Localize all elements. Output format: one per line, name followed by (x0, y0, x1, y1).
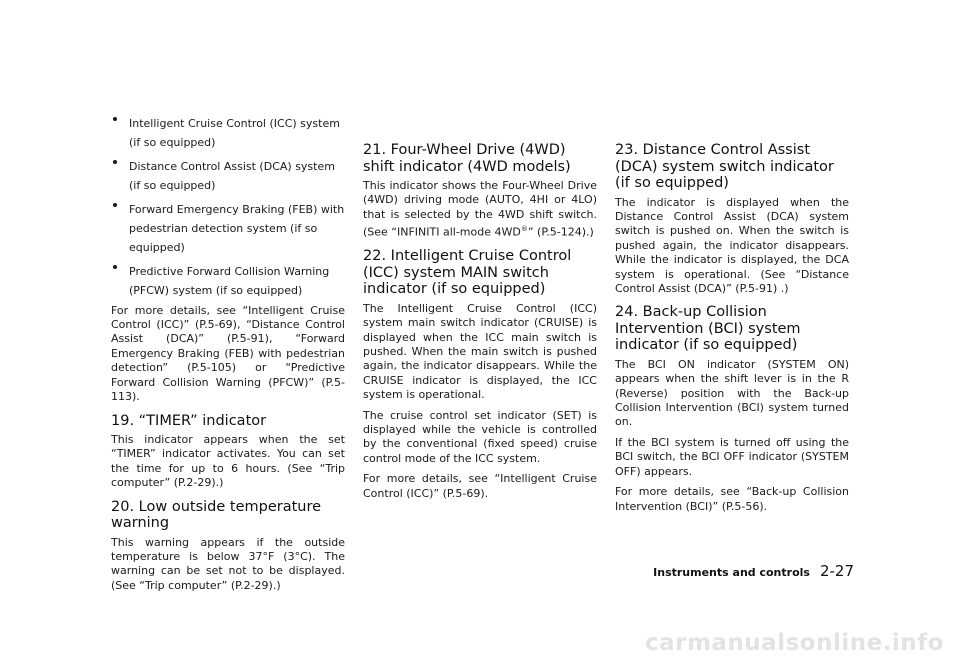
list-item (111, 198, 345, 256)
section-24-heading: 24. Back-up Collision Intervention (BCI) system indicator (if so equipped) (615, 304, 801, 354)
section-24-paragraph-2: If the BCI system is turned off using the BCI switch, the BCI OFF indicator (SYSTEM OFF) appears. (615, 435, 849, 478)
registered-mark: ® (520, 225, 528, 234)
section-20-text: This warning appears if the outside temperature is below 37°F (3°C). The warning can be set not to be displayed. (See “Trip computer” (P.2-29).) (111, 535, 345, 592)
section-20-heading: 20. Low outside temperature warning (111, 498, 322, 532)
footer-section-title: Instruments and controls (653, 566, 810, 579)
page-footer (653, 562, 854, 580)
section-23-text: The indicator is displayed when the Distance Control Assist (DCA) system switch is pushed on. When the switch is pushed again, the indicator disappears. While the indicator is displayed, the DCA system is operational. (See “Distance Control Assist (DCA)” (P.5-91) .) (615, 195, 849, 295)
bullet-icon (113, 203, 117, 207)
bullet-text: Forward Emergency Braking (FEB) with pedestrian detection system (if so equipped) (129, 202, 345, 255)
column-right (615, 112, 849, 520)
section-21-text (363, 179, 597, 240)
list-item (111, 260, 345, 299)
section-19-text: This indicator appears when the set “TIMER” indicator activates. You can set the time for up to 6 hours. (See “Trip computer” (P.2-29).) (111, 433, 345, 490)
bullet-icon (113, 117, 117, 121)
section-21-text-before: This indicator shows the Four-Wheel Drive (4WD) driving mode (AUTO, 4HI or 4LO) that is selected by the 4WD shift switch. (See “INFINITI all-mode 4WD (363, 179, 597, 239)
section-23-heading: 23. Distance Control Assist (DCA) system switch indicator (if so equipped) (615, 142, 834, 191)
bullet-list (111, 112, 345, 299)
section-22-paragraph-2: The cruise control set indicator (SET) is displayed while the vehicle is controlled by the conventional (fixed speed) cruise control mode of the ICC system. (363, 408, 597, 465)
list-item (111, 112, 345, 151)
section-19-heading: 19. “TIMER” indicator (111, 412, 267, 429)
column-middle (363, 112, 597, 507)
bullet-text: Distance Control Assist (DCA) system (if so equipped) (129, 159, 335, 193)
column-left (111, 112, 345, 599)
section-21-heading: 21. Four-Wheel Drive (4WD) shift indicator (4WD models) (363, 142, 571, 175)
bullet-icon (113, 160, 117, 164)
page-number: 2-27 (819, 562, 854, 580)
section-24-paragraph-1: The BCI ON indicator (SYSTEM ON) appears when the shift lever is in the R (Reverse) position with the Back-up Collision Intervention (BCI) system turned on. (615, 357, 849, 429)
bullet-text: Predictive Forward Collision Warning (PFCW) system (if so equipped) (129, 264, 330, 298)
section-22-paragraph-3: For more details, see “Intelligent Cruise Control (ICC)” (P.5-69). (363, 472, 597, 500)
section-22-paragraph-1: The Intelligent Cruise Control (ICC) system main switch indicator (CRUISE) is displayed when the ICC main switch is pushed. When the main switch is pushed again, the indicator disappears. While the CRUISE indicator is displayed, the ICC system is operational. (363, 301, 597, 402)
section-24-paragraph-3: For more details, see “Back-up Collision Intervention (BCI)” (P.5-56). (615, 485, 849, 513)
section-21-text-after: ” (P.5-124).) (527, 225, 594, 239)
watermark: carmanualsonline.info (644, 630, 944, 656)
section-22-heading: 22. Intelligent Cruise Control (ICC) system MAIN switch indicator (if so equipped) (363, 248, 572, 298)
details-paragraph: For more details, see “Intelligent Cruise Control (ICC)” (P.5-69), “Distance Control Assist (DCA)” (P.5-91), “Forward Emergency Braking (FEB) with pedestrian detection” (P.5-105) or “Predictive Forward Collision Warning (PFCW)” (P.5-113). (111, 303, 345, 404)
bullet-text: Intelligent Cruise Control (ICC) system (if so equipped) (129, 117, 340, 150)
list-item (111, 155, 345, 194)
bullet-icon (113, 265, 117, 269)
